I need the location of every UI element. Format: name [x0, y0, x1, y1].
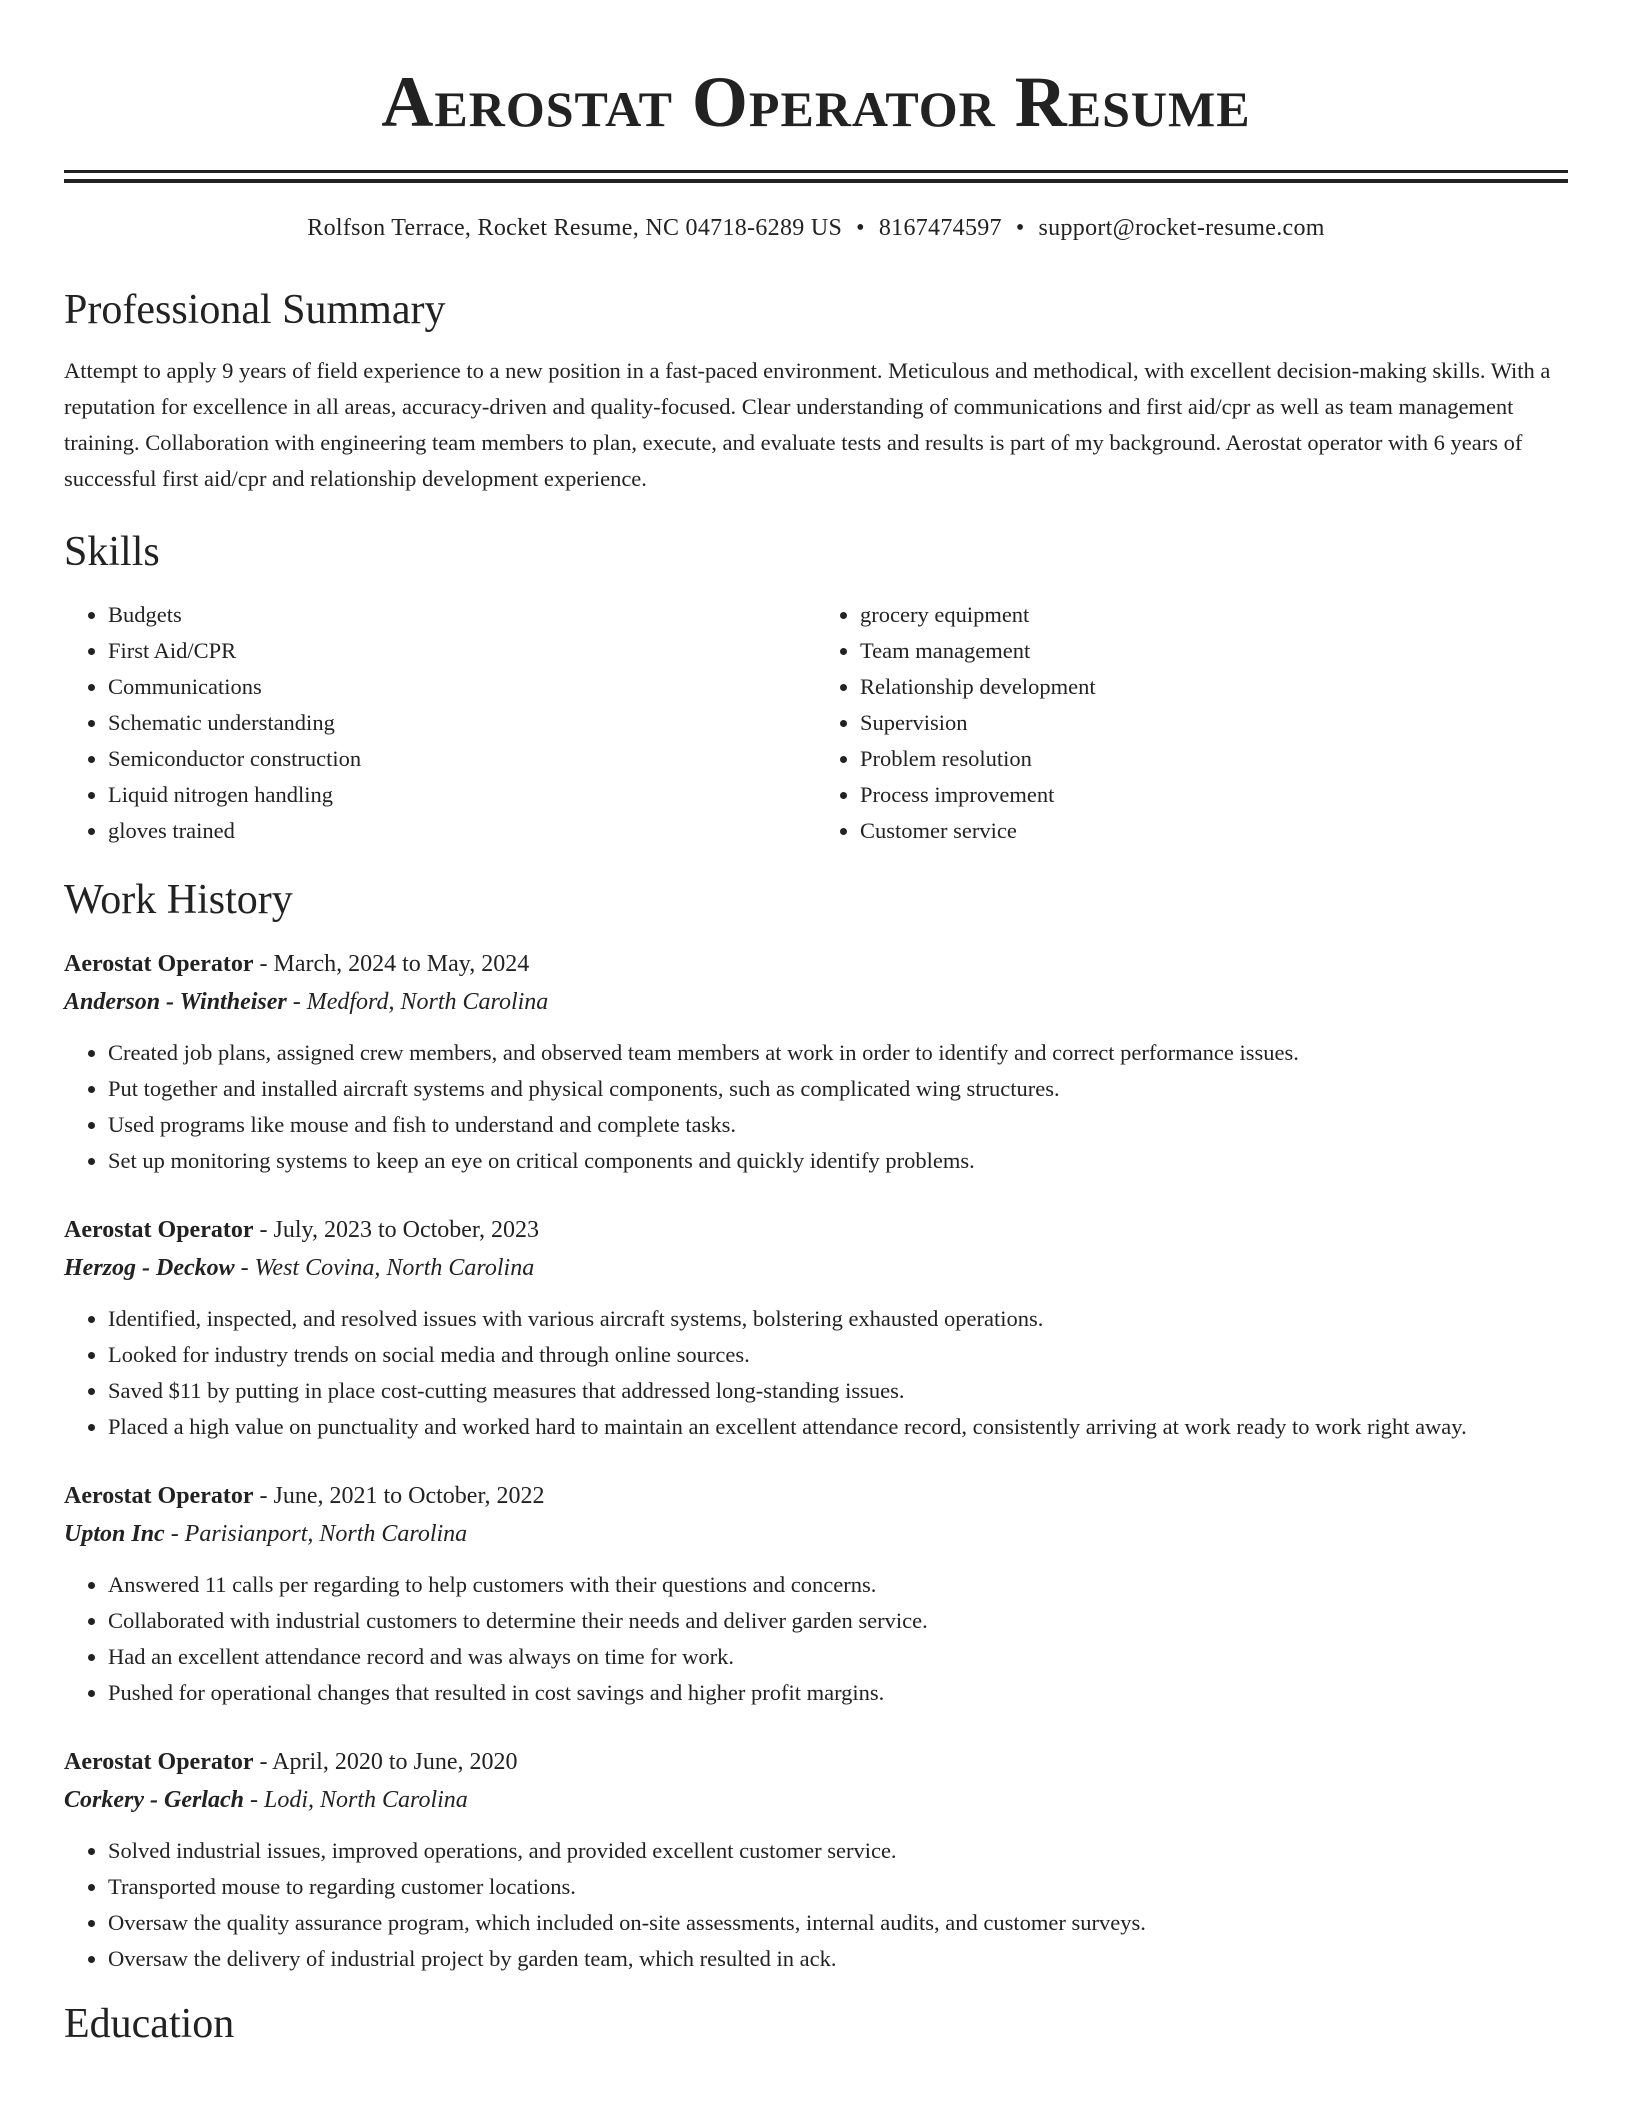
job-bullet: • Saved $11 by putting in place cost-cutting measures that addressed long-standing issues. — [108, 1373, 1568, 1409]
summary-text: Attempt to apply 9 years of field experience to a new position in a fast-paced environment. Meticulous and methodical, with excellent decision-making skills. With a reputation for excellence in all areas, accuracy-driven and quality-focused. Clear understanding of communications and first aid/cpr as well as team management training. Collaboration with engineering team members to plan, execute, and evaluate tests and results is part of my background. Aerostat operator with 6 years of successful first aid/cpr and relationship development experience. — [64, 358, 1551, 491]
contact-line — [64, 213, 1568, 243]
job-company: Corkery - Gerlach — [64, 1787, 244, 1813]
skills-column-left — [64, 597, 816, 849]
contact-address: Rolfson Terrace, Rocket Resume, NC 04718-6289 US — [307, 215, 843, 241]
job-bullet: • Collaborated with industrial customers to determine their needs and deliver garden service. — [108, 1603, 1568, 1639]
job-company: Herzog - Deckow — [64, 1255, 235, 1281]
education-heading: Education — [64, 2001, 235, 2047]
job-bullet: • Solved industrial issues, improved operations, and provided excellent customer service. — [108, 1833, 1568, 1869]
job-entry — [64, 945, 1568, 1179]
job-bullet: • Pushed for operational changes that resulted in cost savings and higher profit margins. — [108, 1675, 1568, 1711]
job-company-line — [64, 1515, 1568, 1553]
job-bullet: • Had an excellent attendance record and was always on time for work. — [108, 1639, 1568, 1675]
job-dates: - July, 2023 to October, 2023 — [253, 1217, 539, 1243]
job-bullet: • Put together and installed aircraft systems and physical components, such as complicated wing structures. — [108, 1071, 1568, 1107]
job-bullets — [64, 1301, 1568, 1445]
job-bullet: • Set up monitoring systems to keep an eye on critical components and quickly identify problems. — [108, 1143, 1568, 1179]
job-location: - Lodi, North Carolina — [243, 1787, 468, 1813]
job-bullet: • Looked for industry trends on social media and through online sources. — [108, 1337, 1568, 1373]
skills-column-right — [816, 597, 1568, 849]
contact-email: support@rocket-resume.com — [1038, 215, 1325, 241]
skill-item: • Communications — [108, 669, 816, 705]
job-company-line — [64, 983, 1568, 1021]
job-bullet: • Identified, inspected, and resolved issues with various aircraft systems, bolstering exhausted operations. — [108, 1301, 1568, 1337]
job-location: - Medford, North Carolina — [286, 989, 549, 1015]
job-title-line — [64, 1211, 1568, 1249]
job-title: Aerostat Operator — [64, 1483, 254, 1509]
job-company-line — [64, 1781, 1568, 1819]
job-bullets — [64, 1567, 1568, 1711]
job-dates: - June, 2021 to October, 2022 — [253, 1483, 545, 1509]
skills-heading: Skills — [64, 529, 160, 575]
skill-item: • Budgets — [108, 597, 816, 633]
job-entry — [64, 1477, 1568, 1711]
skill-item: • Semiconductor construction — [108, 741, 816, 777]
job-bullet: • Oversaw the delivery of industrial project by garden team, which resulted in ack. — [108, 1941, 1568, 1977]
skill-item: • Schematic understanding — [108, 705, 816, 741]
skill-item: • grocery equipment — [860, 597, 1568, 633]
contact-separator: • — [856, 215, 865, 241]
job-bullets — [64, 1833, 1568, 1977]
job-company: Anderson - Wintheiser — [64, 989, 287, 1015]
skill-item: • Liquid nitrogen handling — [108, 777, 816, 813]
job-bullets — [64, 1035, 1568, 1179]
job-title: Aerostat Operator — [64, 1749, 254, 1775]
title-divider-top — [64, 170, 1568, 173]
contact-separator: • — [1015, 215, 1025, 241]
job-title-line — [64, 1477, 1568, 1515]
job-bullet: • Used programs like mouse and fish to understand and complete tasks. — [108, 1107, 1568, 1143]
job-bullet: • Oversaw the quality assurance program, which included on-site assessments, internal audits, and customer surveys. — [108, 1905, 1568, 1941]
job-bullet: • Answered 11 calls per regarding to help customers with their questions and concerns. — [108, 1567, 1568, 1603]
job-title-line — [64, 1743, 1568, 1781]
job-company: Upton Inc — [64, 1521, 165, 1547]
skill-item: • Problem resolution — [860, 741, 1568, 777]
job-company-line — [64, 1249, 1568, 1287]
job-dates: - April, 2020 to June, 2020 — [253, 1749, 518, 1775]
contact-phone: 8167474597 — [878, 215, 1002, 241]
job-title-line — [64, 945, 1568, 983]
work-history-heading: Work History — [64, 877, 293, 923]
job-location: - Parisianport, North Carolina — [164, 1521, 468, 1547]
job-location: - West Covina, North Carolina — [234, 1255, 535, 1281]
skill-item: • Supervision — [860, 705, 1568, 741]
skill-item: • Process improvement — [860, 777, 1568, 813]
page-title: Aerostat Operator Resume — [381, 62, 1251, 142]
skill-item: • Relationship development — [860, 669, 1568, 705]
skill-item: • First Aid/CPR — [108, 633, 816, 669]
summary-heading: Professional Summary — [64, 287, 446, 333]
job-bullet: • Transported mouse to regarding customer locations. — [108, 1869, 1568, 1905]
skill-item: • Customer service — [860, 813, 1568, 849]
job-title: Aerostat Operator — [64, 1217, 254, 1243]
job-entry — [64, 1743, 1568, 1977]
job-dates: - March, 2024 to May, 2024 — [253, 951, 530, 977]
job-bullet: • Placed a high value on punctuality and worked hard to maintain an excellent attendance record, consistently arriving at work ready to work right away. — [108, 1409, 1568, 1445]
job-title: Aerostat Operator — [64, 951, 254, 977]
skills-list — [64, 597, 1568, 849]
title-divider-bottom — [64, 179, 1568, 183]
skill-item: • Team management — [860, 633, 1568, 669]
skill-item: • gloves trained — [108, 813, 816, 849]
job-bullet: • Created job plans, assigned crew members, and observed team members at work in order to identify and correct performance issues. — [108, 1035, 1568, 1071]
job-entry — [64, 1211, 1568, 1445]
